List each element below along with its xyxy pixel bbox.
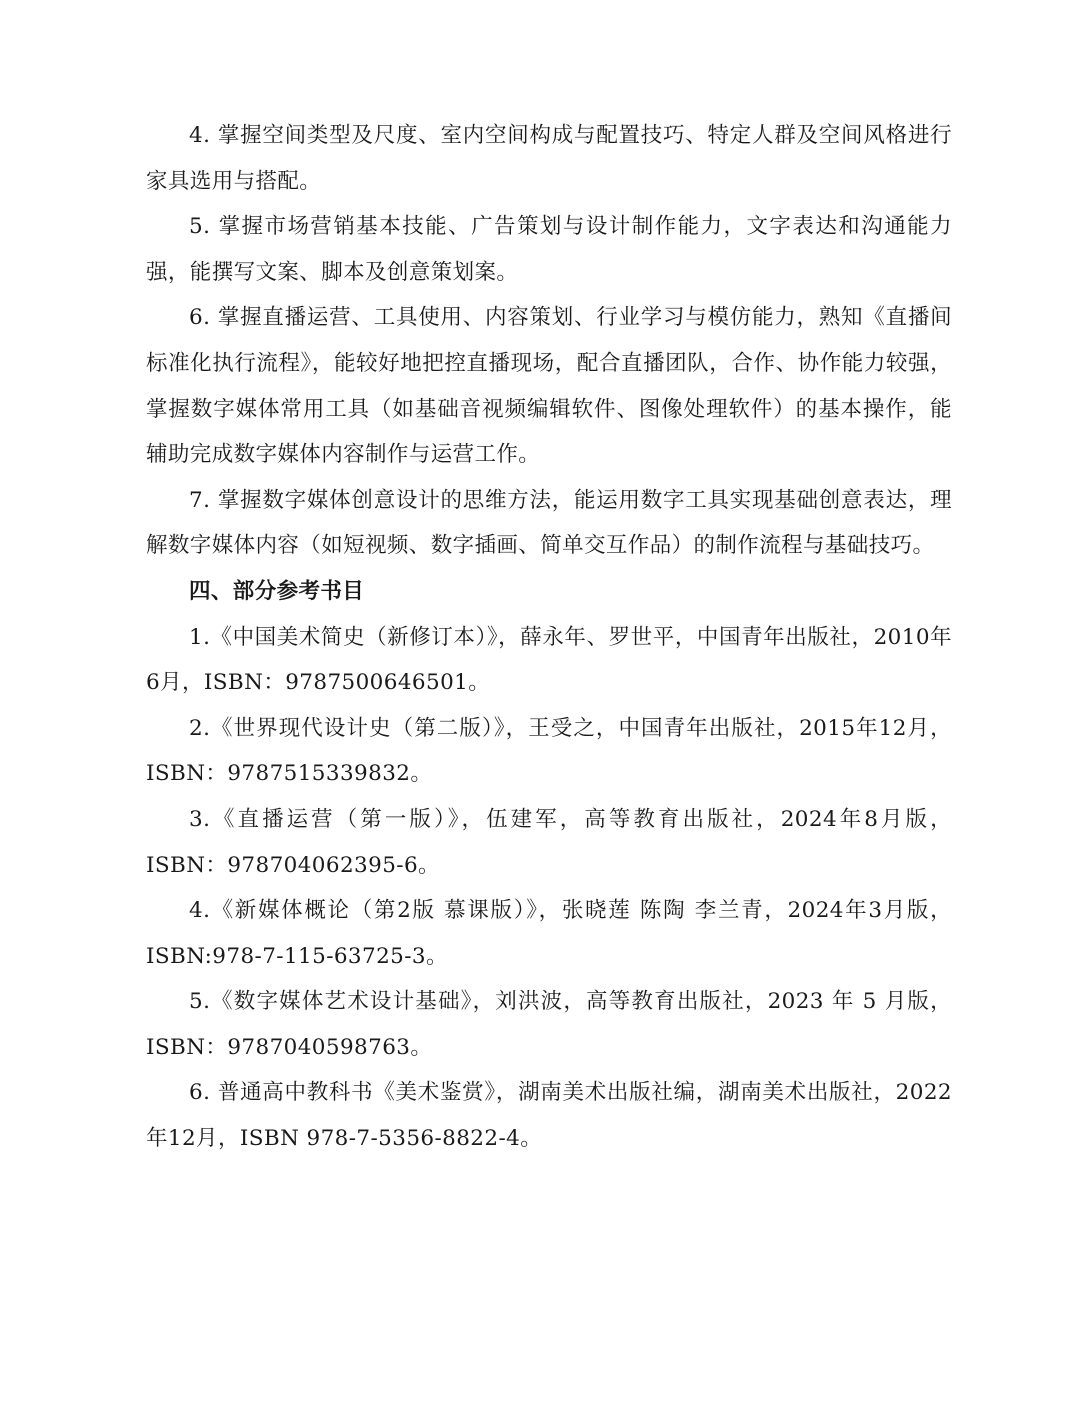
reference-item-6: 6. 普通高中教科书《美术鉴赏》，湖南美术出版社编，湖南美术出版社，2022年12月，ISBN 978-7-5356-8822-4。 — [146, 1080, 952, 1152]
reference-item-5: 5.《数字媒体艺术设计基础》，刘洪波，高等教育出版社，2023 年 5 月版，ISBN：9787040598763。 — [146, 989, 952, 1060]
skill-item-4: 4. 掌握空间类型及尺度、室内空间构成与配置技巧、特定人群及空间风格进行家具选用与搭配。 — [146, 123, 952, 194]
skill-item-6: 6. 掌握直播运营、工具使用、内容策划、行业学习与模仿能力，熟知《直播间标准化执行流程》，能较好地把控直播现场，配合直播团队，合作、协作能力较强，掌握数字媒体常用工具（如基础音视频编辑软件、图像处理软件）的基本操作，能辅助完成数字媒体内容制作与运营工作。 — [146, 305, 952, 468]
skill-item-7: 7. 掌握数字媒体创意设计的思维方法，能运用数字工具实现基础创意表达，理解数字媒体内容（如短视频、数字插画、简单交互作品）的制作流程与基础技巧。 — [146, 487, 952, 559]
reference-item-4: 4.《新媒体概论（第2版 慕课版）》，张晓莲 陈陶 李兰青，2024年3月版，ISBN:978-7-115-63725-3。 — [146, 898, 952, 969]
reference-item-1: 1.《中国美术简史（新修订本）》，薛永年、罗世平，中国青年出版社，2010年6月，ISBN：9787500646501。 — [146, 624, 952, 696]
section-heading-references: 四、部分参考书目 — [189, 578, 365, 604]
reference-item-2: 2.《世界现代设计史（第二版）》，王受之，中国青年出版社，2015年12月，ISBN：9787515339832。 — [146, 715, 952, 787]
skill-item-5: 5. 掌握市场营销基本技能、广告策划与设计制作能力，文字表达和沟通能力强，能撰写文案、脚本及创意策划案。 — [146, 214, 952, 285]
reference-item-3: 3.《直播运营（第一版）》，伍建军，高等教育出版社，2024年8月版，ISBN：978704062395-6。 — [146, 806, 952, 878]
document-body — [146, 113, 952, 1162]
